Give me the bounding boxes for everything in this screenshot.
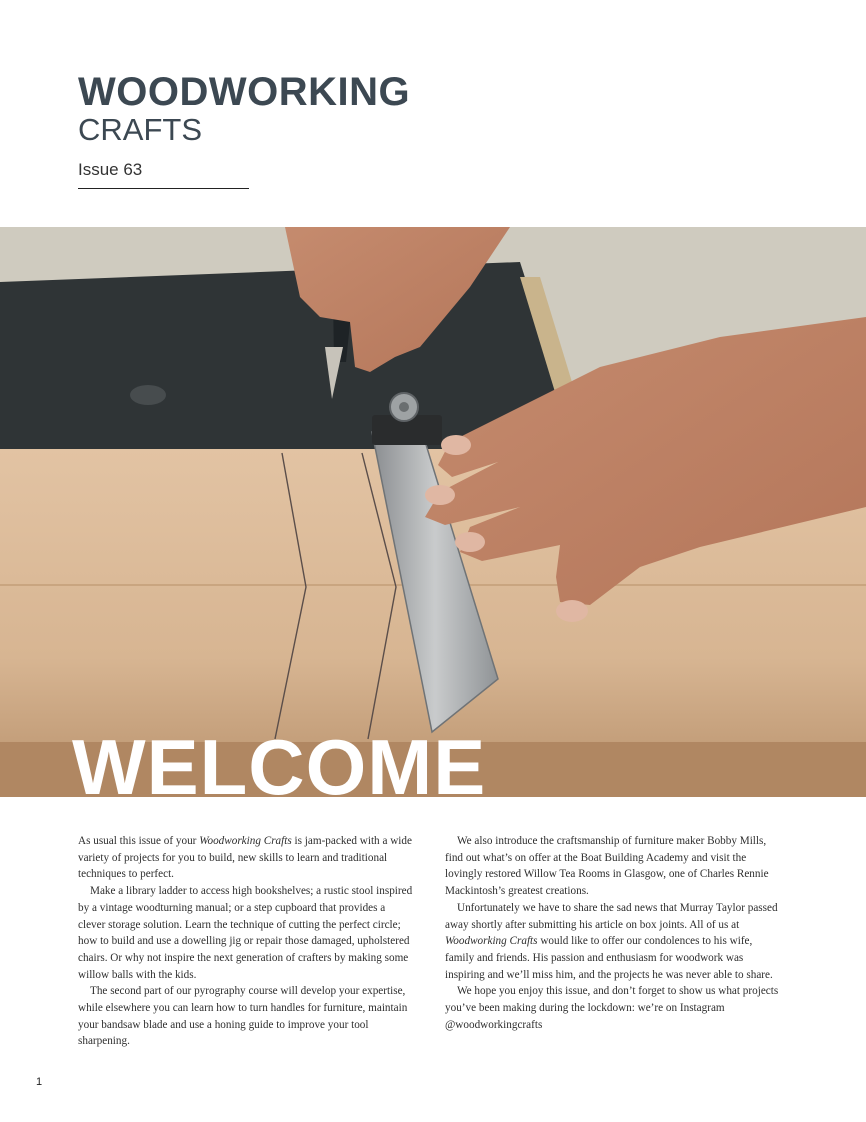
paragraph: Make a library ladder to access high bookshelves; a rustic stool inspired by a vintage woodturning manual; or a step cupboard that provides a clever storage solution. Learn the technique of cutting the perfect circle; how to build and use a dowelling jig or repair those damaged, upholstered chairs. Or why not inspire the next generation of crafters by making some willow balls with the kids. <box>78 885 413 981</box>
issue-number: Issue 63 <box>78 160 249 189</box>
hero-photo <box>0 227 866 797</box>
magazine-name: Woodworking Crafts <box>445 935 538 948</box>
paragraph: The second part of our pyrography course will develop your expertise, while elsewhere you can learn how to turn handles for furniture, maintain your bandsaw blade and use a honing guide to improve your tool sharpening. <box>78 985 408 1048</box>
paragraph: We hope you enjoy this issue, and don’t forget to show us what projects you’ve been making during the lockdown: we’re on Instagram @woodworkingcrafts <box>445 985 779 1031</box>
masthead <box>78 70 410 146</box>
brand-title-woodworking: WOODWORKING <box>78 70 411 114</box>
welcome-heading: WELCOME <box>72 723 487 811</box>
paragraph <box>78 833 414 883</box>
magazine-name: Woodworking Crafts <box>199 835 292 847</box>
text-run: Unfortunately we have to share the sad news that Murray Taylor passed away shortly after submitting his article on box joints. All of us at <box>445 901 778 931</box>
brand-title-crafts: CRAFTS <box>78 112 202 147</box>
paragraph: We also introduce the craftsmanship of furniture maker Bobby Mills, find out what’s on offer at the Boat Building Academy and visit the lovingly restored Willow Tea Rooms in Glasgow, one of Charles Rennie Mackintosh’s greatest creations. <box>445 835 769 898</box>
text-run: As usual this issue of your <box>78 835 200 847</box>
page-number: 1 <box>36 1076 43 1088</box>
woodworking-marking-photo <box>0 227 866 797</box>
editorial-column-right <box>445 833 781 1033</box>
text-run: would like to offer our condolences to his wife, family and friends. His passion and enthusiasm for woodwork was inspiring and we’ll miss him, and the projects he was never able to share. <box>445 935 773 981</box>
editorial-column-left <box>78 833 414 1050</box>
text-run: is jam-packed with a wide variety of projects for you to build, new skills to learn and traditional techniques to perfect. <box>78 835 412 881</box>
paragraph <box>445 900 781 984</box>
